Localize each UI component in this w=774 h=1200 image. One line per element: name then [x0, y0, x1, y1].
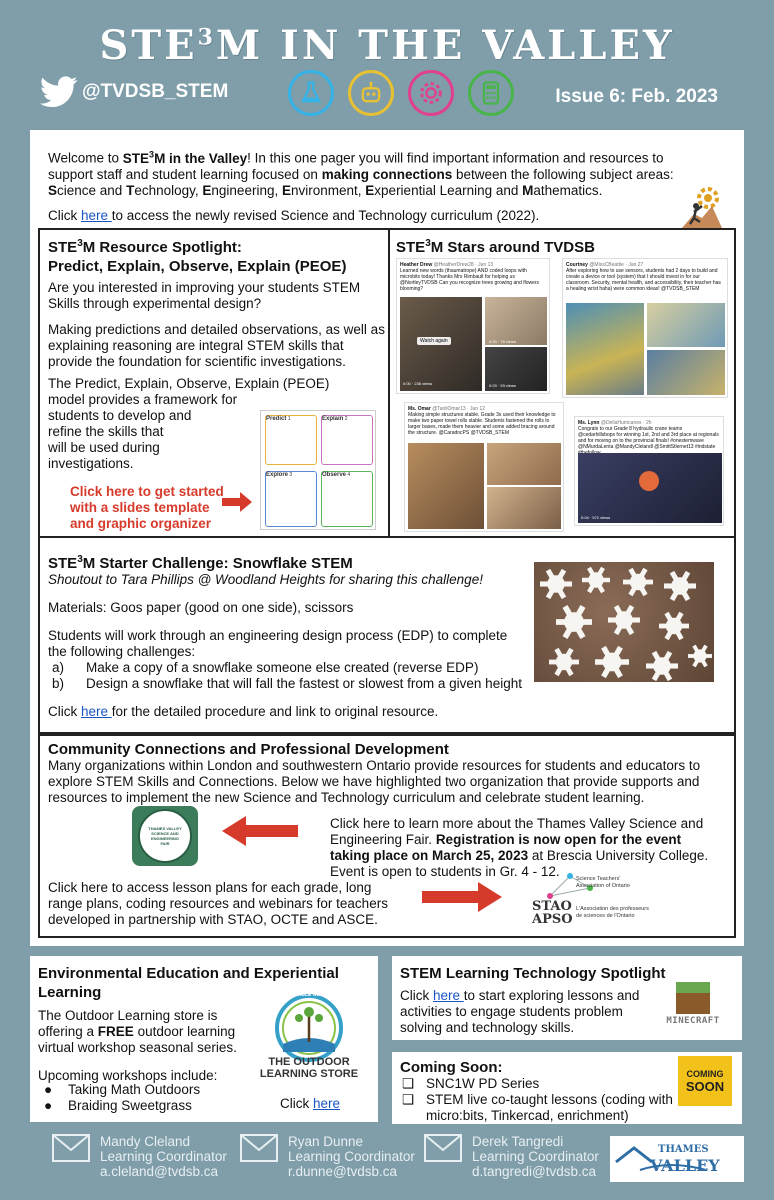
- page-title: STE$^3$M IN THE VALLEY: [99, 22, 675, 69]
- snowflake-shape: [556, 606, 592, 637]
- red-arrow-icon: [222, 492, 252, 512]
- challenge-shoutout: Shoutout to Tara Phillips @ Woodland Heights for sharing this challenge!: [48, 572, 483, 587]
- tweet-card[interactable]: Ms. Omar @TariliOmar13 · Jan 12 Making simple structures stable. Grade 3s used their knowledge to make two paper towel rolls stable. Students fastened the rolls to larger bases, made them heavier and some added bracing around the structure. @CaradocPS @TVDSB_STEM: [404, 402, 564, 532]
- challenge-p1: Students will work through an engineering design process (EDP) to complete the following challenges:: [48, 628, 508, 659]
- envelope-icon: [424, 1134, 462, 1162]
- workshop-list: [44, 1082, 200, 1114]
- spotlight-heading: STE$^3$M Resource Spotlight: Predict, Explain, Observe, Explain (PEOE): [48, 238, 347, 275]
- snowflake-shape: [659, 613, 689, 639]
- contact-derek[interactable]: Derek Tangredi Learning Coordinator d.tangredi@tvdsb.ca: [424, 1134, 599, 1179]
- environment-heading: Environmental Education and Experiential Learning: [38, 965, 339, 1001]
- stars-section: [388, 228, 736, 538]
- list-item: ● Taking Math Outdoors: [44, 1082, 201, 1097]
- list-item: ❑ SNC1W PD Series: [402, 1076, 540, 1091]
- coming-soon-badge: COMING SOON: [678, 1056, 732, 1106]
- main-panel: [30, 130, 744, 946]
- red-arrow-right-icon: [422, 882, 502, 912]
- subject-icons: [288, 70, 514, 116]
- snowflakes-photo: [534, 562, 714, 682]
- science-fair-paragraph[interactable]: Click here to learn more about the Thames Valley Science and Engineering Fair. Registration is now open for the event taking place on March 25, 2023 at Brescia University College. Event is open to students in Gr. 4 - 12.: [330, 816, 709, 879]
- tvsef-seal-logo[interactable]: THAMES VALLEY SCIENCE AND ENGINEERING FAIR: [132, 806, 198, 866]
- calculator-icon: [468, 70, 514, 116]
- challenge-materials: Materials: Goos paper (good on one side), scissors: [48, 600, 354, 615]
- contact-mandy[interactable]: Mandy Cleland Learning Coordinator a.cleland@tvdsb.ca: [52, 1134, 227, 1179]
- snowflake-shape: [688, 646, 712, 667]
- issue-label: Issue 6: Feb. 2023: [555, 86, 718, 107]
- tweet-card[interactable]: Courtney @MissCBeattie · Jan 27 After exploring how to use sensors, students had 2 days to build and create a device or tool (system) that I should invest in for our classroom. Security, mental health, and accessibility, their teacher has a healing wrist haha) were common ideas! @TVDSB_STEM: [562, 258, 728, 398]
- spotlight-p2: Making predictions and detailed observations, as well as explaining reasoning are integral STEM skills that provide the foundation for scientific investigations.: [48, 322, 385, 369]
- outdoor-learning-click: Click here: [280, 1096, 341, 1111]
- list-item: ● Braiding Sweetgrass: [44, 1098, 192, 1113]
- snowflake-shape: [608, 606, 640, 634]
- slides-template-link[interactable]: Click here to get started with a slides template and graphic organizer: [70, 484, 224, 531]
- tweet-card[interactable]: Ms. Lynn @DeliaHurricanes · 2h Congrats to our Grade 8 hydraulic crane teams @cedarhillsbops for winning 1st, 2nd and 3rd place at regionals and for moving on to the provincial finals! #onestemwave @NMurdaLenta @MandyClelandl @SmittStlernet13 #indstate 0:04 · 572 views: [574, 416, 724, 526]
- science-flask-icon: [288, 70, 334, 116]
- contact-ryan[interactable]: Ryan Dunne Learning Coordinator r.dunne@tvdsb.ca: [240, 1134, 415, 1179]
- procedure-link[interactable]: here: [81, 704, 112, 719]
- community-p1: Many organizations within London and southwestern Ontario provide resources for students and educators to explore STEM Skills and Connections. Below we have highlighted two organization that provide supports and resources to implement the new Science and Technology curriculum and celebrate student learning.: [48, 758, 701, 805]
- red-arrow-left-icon: [222, 816, 298, 846]
- snowflake-shape: [664, 572, 696, 600]
- coming-soon-heading: Coming Soon:: [400, 1059, 503, 1076]
- snowflake-shape: [646, 652, 678, 680]
- curriculum-link[interactable]: here: [81, 208, 112, 223]
- tech-heading: STEM Learning Technology Spotlight: [400, 965, 666, 982]
- tech-lessons-link[interactable]: here: [433, 988, 464, 1003]
- challenge-heading: STE$^3$M Starter Challenge: Snowflake STEM: [48, 554, 353, 572]
- coming-soon-card: [392, 1052, 742, 1124]
- tech-spotlight-card: [392, 956, 742, 1040]
- tweet-card[interactable]: Heather Drew @HeatherDrew28 · Jan 13 Learned new words (thaumatrope) AND coded loops with microbits today! Thanks Mrs Rimbault for helping us @NortleyTVDSB Can you recognize trees growing and flowers blooming? Watch again 0:00 · 236 views 0:00 · 78 views 0:03 · 93 views: [396, 258, 550, 394]
- spotlight-p1: Are you interested in improving your students STEM Skills through experimental design?: [48, 280, 361, 311]
- twitter-bird-icon: [40, 76, 78, 108]
- welcome-paragraph: Welcome to STE$^3$M in the Valley! In this one pager you will find important information and resources to support staff and student learning focused on making connections between the following subject areas: Science and Technology, Engineering, Environment, Experiential Learning and Mathematics.: [48, 149, 674, 198]
- community-section: [38, 734, 736, 938]
- snowflake-shape: [595, 647, 629, 676]
- thames-valley-logo: THAMES VALLEY: [610, 1136, 744, 1182]
- snowflake-shape: [582, 568, 610, 592]
- environment-card: [30, 956, 378, 1122]
- community-heading: Community Connections and Professional Development: [48, 741, 449, 758]
- environment-p2: Upcoming workshops include:: [38, 1068, 218, 1083]
- stars-heading: STE$^3$M Stars around TVDSB: [396, 238, 595, 256]
- robot-icon: [348, 70, 394, 116]
- snowflake-shape: [540, 570, 572, 598]
- list-item: b) Design a snowflake that will fall the fastest or slowest from a given height: [52, 676, 522, 691]
- outdoor-learning-link[interactable]: here: [313, 1096, 341, 1111]
- challenge-p2: Click here for the detailed procedure and link to original resource.: [48, 704, 439, 719]
- resource-spotlight-section: [38, 228, 388, 538]
- tech-paragraph: Click here to start exploring lessons and activities to engage students problem solving and technology skills.: [400, 988, 640, 1035]
- list-item: ❑ STEM live co-taught lessons (coding with micro:bits, Tinkercad, enrichment): [402, 1092, 673, 1123]
- envelope-icon: [52, 1134, 90, 1162]
- snowflake-shape: [623, 569, 653, 595]
- environment-p1: The Outdoor Learning store is offering a FREE outdoor learning virtual workshop seasonal series.: [38, 1008, 237, 1055]
- outdoor-learning-store-logo[interactable]: A CHARITABLE NON-PROFIT THE OUTDOOR LEARNING STORE: [259, 992, 359, 1080]
- peoe-graphic-organizer[interactable]: Predict 1 Explain 2 Explore 3 Observe 4: [260, 410, 376, 530]
- gear-icon: [408, 70, 454, 116]
- spotlight-p3: The Predict, Explain, Observe, Explain (PEOE) model provides a framework for students to develop and refine the skills that will be used during investigations.: [48, 376, 330, 471]
- list-item: a) Make a copy of a snowflake someone else created (reverse EDP): [52, 660, 479, 675]
- stao-paragraph[interactable]: Click here to access lesson plans for each grade, long range plans, coding resources and webinars for teachers developed in partnership with STAO, OCTE and ASCE.: [48, 880, 388, 927]
- envelope-icon: [240, 1134, 278, 1162]
- twitter-handle[interactable]: [40, 76, 228, 108]
- curriculum-paragraph: Click here to access the newly revised Science and Technology curriculum (2022).: [48, 208, 540, 223]
- twitter-handle-text: @TVDSB_STEM: [82, 81, 229, 102]
- challenge-list: [52, 660, 532, 692]
- stao-apso-logo[interactable]: STAO APSO Science Teachers' Association of Ontario L'Association des professeurs de sciences de l'Ontario: [530, 866, 730, 928]
- snowflake-shape: [549, 649, 579, 675]
- minecraft-logo[interactable]: MINECRAFT: [658, 982, 728, 1032]
- welcome-section: [38, 138, 736, 228]
- coming-soon-list: [402, 1076, 706, 1124]
- gear-climber-icon: [678, 184, 724, 230]
- challenge-section: [38, 538, 736, 734]
